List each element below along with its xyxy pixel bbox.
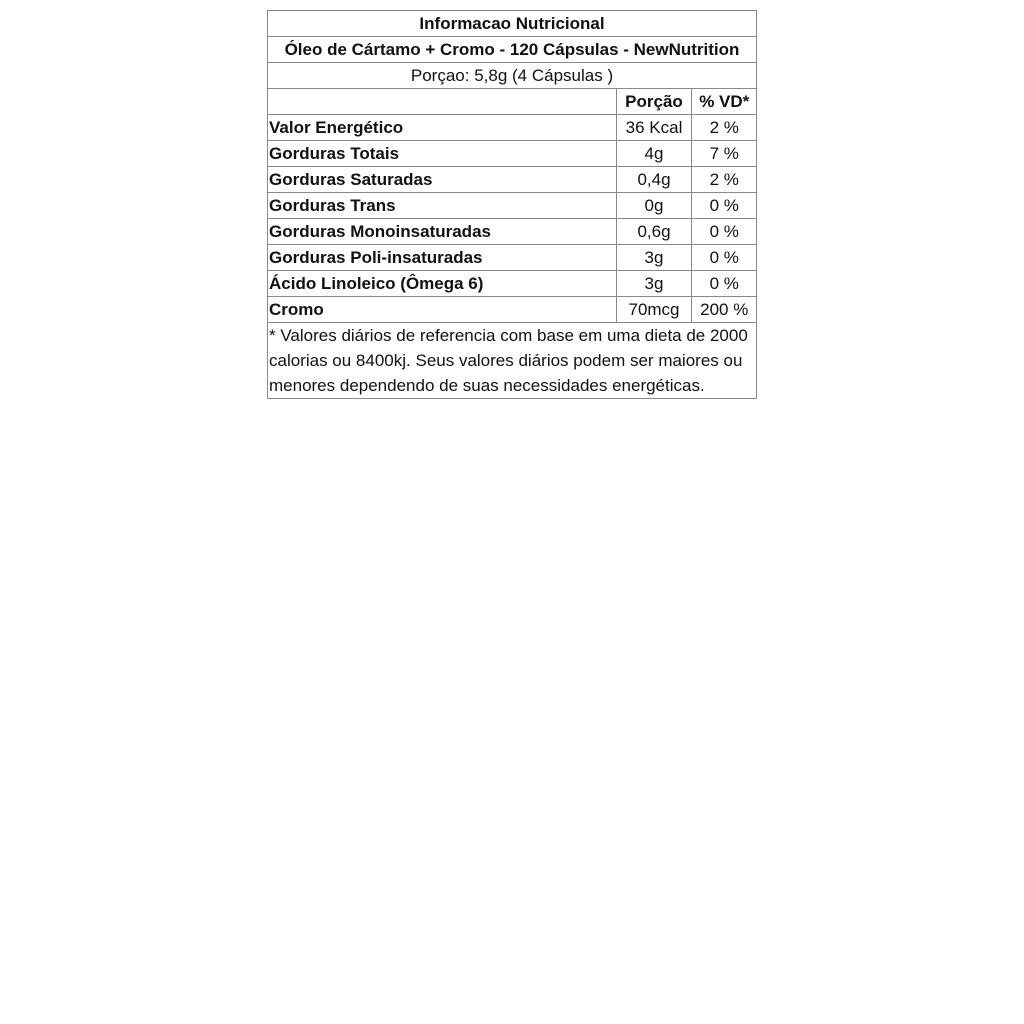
- table-row: [268, 141, 756, 167]
- footnote: * Valores diários de referencia com base em uma dieta de 2000 calorias ou 8400kj. Seus valores diários podem ser maiores ou menores dependendo de suas necessidades energéticas.: [269, 326, 748, 395]
- nutrition-facts-label: [267, 10, 757, 399]
- nutrient-dv: 0 %: [691, 245, 756, 271]
- nutrient-amount: 36 Kcal: [616, 115, 691, 141]
- column-header-amount: Porção: [616, 89, 691, 115]
- table-row: [268, 271, 756, 297]
- nutrient-dv: 2 %: [691, 167, 756, 193]
- nutrient-name: Gorduras Saturadas: [268, 167, 616, 193]
- nutrient-dv: 200 %: [691, 297, 756, 323]
- table-row: [268, 245, 756, 271]
- product-name: Óleo de Cártamo + Cromo - 120 Cápsulas - NewNutrition: [268, 37, 756, 63]
- nutrient-table: [268, 89, 756, 323]
- nutrient-dv: 0 %: [691, 193, 756, 219]
- table-row: [268, 297, 756, 323]
- table-row: [268, 193, 756, 219]
- label-title: Informacao Nutricional: [268, 11, 756, 37]
- nutrient-name: Cromo: [268, 297, 616, 323]
- nutrient-amount: 0,6g: [616, 219, 691, 245]
- nutrient-amount: 4g: [616, 141, 691, 167]
- nutrient-name: Valor Energético: [268, 115, 616, 141]
- nutrient-name: Gorduras Monoinsaturadas: [268, 219, 616, 245]
- serving-size: Porçao: 5,8g (4 Cápsulas ): [268, 63, 756, 89]
- column-header-dv: % VD*: [691, 89, 756, 115]
- nutrient-name: Gorduras Totais: [268, 141, 616, 167]
- nutrient-amount: 3g: [616, 245, 691, 271]
- nutrient-name: Gorduras Poli-insaturadas: [268, 245, 616, 271]
- nutrient-dv: 2 %: [691, 115, 756, 141]
- nutrient-dv: 0 %: [691, 219, 756, 245]
- nutrient-amount: 0,4g: [616, 167, 691, 193]
- nutrient-name: Ácido Linoleico (Ômega 6): [268, 271, 616, 297]
- nutrient-dv: 7 %: [691, 141, 756, 167]
- table-row: [268, 219, 756, 245]
- table-row: [268, 115, 756, 141]
- table-row: [268, 167, 756, 193]
- nutrient-amount: 0g: [616, 193, 691, 219]
- nutrient-name: Gorduras Trans: [268, 193, 616, 219]
- nutrient-amount: 3g: [616, 271, 691, 297]
- column-header-row: [268, 89, 756, 115]
- nutrient-dv: 0 %: [691, 271, 756, 297]
- column-header-nutrient: [268, 89, 616, 115]
- nutrient-amount: 70mcg: [616, 297, 691, 323]
